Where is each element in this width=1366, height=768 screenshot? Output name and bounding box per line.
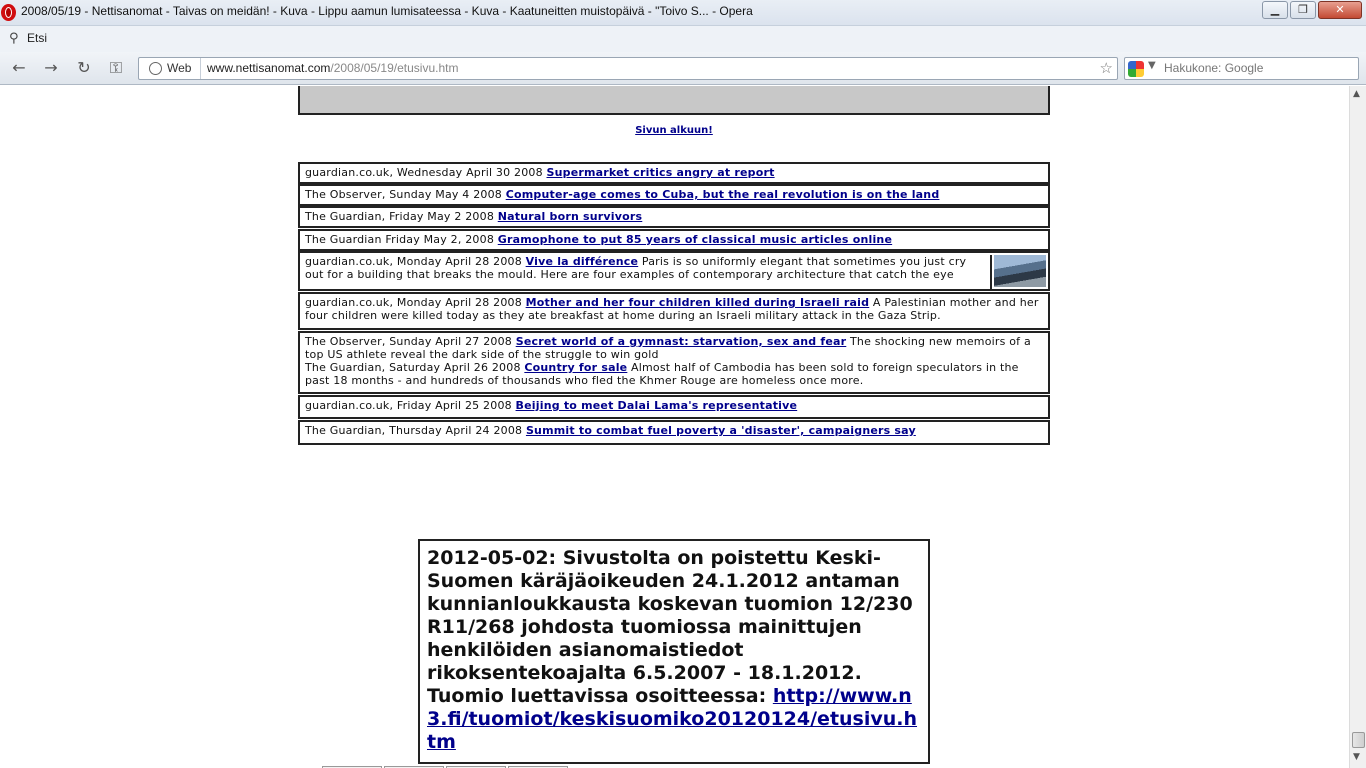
news-link[interactable]: Country for sale bbox=[524, 361, 628, 374]
news-source: The Guardian, Saturday April 26 2008 bbox=[305, 361, 525, 374]
search-icon[interactable]: ⚲ bbox=[9, 31, 19, 46]
news-item bbox=[298, 251, 1050, 291]
news-item bbox=[298, 395, 1050, 419]
news-description: Almost half of Cambodia has been sold to foreign speculators in the past 18 months - and hundreds of thousands who fled the Khmer Rouge are homeless once more. bbox=[305, 361, 1019, 387]
news-source: The Guardian, Thursday April 24 2008 bbox=[305, 424, 526, 437]
notice-text: 2012-05-02: Sivustolta on poistettu Keski-Suomen käräjäoikeuden 24.1.2012 antaman kunnianloukkausta koskevan tuomion 12/230 R11/268 johdosta tuomiossa mainittujen henkilöiden asianomaistiedot rikoksentekoajalta 6.5.2007 - 18.1.2012. Tuomio luettavissa osoitteessa: bbox=[427, 547, 913, 707]
opera-logo-icon bbox=[1, 4, 16, 21]
news-source: The Guardian Friday May 2, 2008 bbox=[305, 233, 498, 246]
reload-button[interactable]: ↻ bbox=[77, 58, 91, 77]
news-link[interactable]: Vive la différence bbox=[525, 255, 639, 268]
find-bar bbox=[0, 26, 1366, 52]
search-box[interactable] bbox=[1124, 57, 1359, 80]
news-link[interactable]: Gramophone to put 85 years of classical music articles online bbox=[497, 233, 893, 246]
title-bar bbox=[0, 0, 1366, 26]
url-path: /2008/05/19/etusivu.htm bbox=[330, 61, 459, 75]
news-source: The Observer, Sunday April 27 2008 bbox=[305, 335, 516, 348]
news-source: The Observer, Sunday May 4 2008 bbox=[305, 188, 506, 201]
navigation-bar bbox=[0, 52, 1366, 85]
scrollbar-thumb[interactable] bbox=[1352, 732, 1365, 748]
close-button[interactable] bbox=[1318, 1, 1362, 19]
news-source: guardian.co.uk, Monday April 28 2008 bbox=[305, 296, 526, 309]
news-link[interactable]: Mother and her four children killed during Israeli raid bbox=[525, 296, 870, 309]
news-link[interactable]: Beijing to meet Dalai Lama's representative bbox=[515, 399, 798, 412]
notice-link[interactable]: http://www.n3.fi/tuomiot/keskisuomiko20120124/etusivu.htm bbox=[427, 685, 918, 753]
window-title: 2008/05/19 - Nettisanomat - Taivas on meidän! - Kuva - Lippu aamun lumisateessa - Kuva - Kaatuneitten muistopäivä - "Toivo S... - Opera bbox=[21, 4, 753, 18]
news-link[interactable]: Supermarket critics angry at report bbox=[546, 166, 775, 179]
news-item bbox=[298, 162, 1050, 184]
window-controls bbox=[1262, 1, 1362, 19]
url-text[interactable] bbox=[207, 58, 458, 79]
web-badge[interactable] bbox=[139, 58, 201, 79]
wand-button[interactable]: ⚿ bbox=[109, 58, 123, 77]
news-thumbnail[interactable] bbox=[990, 255, 1046, 289]
news-link[interactable]: Summit to combat fuel poverty a 'disaster', campaigners say bbox=[525, 424, 916, 437]
search-input[interactable]: Hakukone: Google bbox=[1164, 61, 1264, 75]
news-item bbox=[298, 184, 1050, 206]
news-item bbox=[298, 292, 1050, 330]
bookmark-star-icon[interactable]: ☆ bbox=[1099, 59, 1113, 77]
find-label[interactable]: Etsi bbox=[27, 31, 48, 45]
news-description: A Palestinian mother and her four children were killed today as they ate breakfast at home during an Israeli military attack in the Gaza Strip. bbox=[305, 296, 1039, 322]
news-item bbox=[298, 229, 1050, 251]
news-source: guardian.co.uk, Friday April 25 2008 bbox=[305, 399, 516, 412]
news-source: The Guardian, Friday May 2 2008 bbox=[305, 210, 498, 223]
scroll-up-icon[interactable]: ▲ bbox=[1353, 89, 1360, 99]
web-label: Web bbox=[167, 61, 192, 75]
news-description: Paris is so uniformly elegant that sometimes you just cry out for a building that breaks the mould. Here are four examples of contemporary architecture that catch the eye bbox=[305, 255, 967, 281]
maximize-icon: ❐ bbox=[1298, 3, 1308, 16]
forward-button[interactable]: → bbox=[44, 58, 58, 77]
close-icon: ✕ bbox=[1335, 3, 1345, 16]
news-source: guardian.co.uk, Monday April 28 2008 bbox=[305, 255, 526, 268]
maximize-button[interactable] bbox=[1290, 1, 1316, 19]
vertical-scrollbar[interactable] bbox=[1349, 86, 1366, 768]
news-item bbox=[298, 331, 1050, 394]
news-description: The shocking new memoirs of a top US athlete reveal the dark side of the struggle to win gold bbox=[305, 335, 1031, 361]
back-button[interactable]: ← bbox=[12, 58, 26, 77]
minimize-icon: ▁ bbox=[1270, 3, 1280, 16]
back-to-top-link[interactable]: Sivun alkuun! bbox=[635, 125, 713, 136]
news-link[interactable]: Secret world of a gymnast: starvation, sex and fear bbox=[515, 335, 847, 348]
scroll-down-icon[interactable]: ▼ bbox=[1353, 752, 1360, 762]
page-viewport bbox=[0, 86, 1349, 768]
news-item bbox=[298, 420, 1050, 445]
news-source: guardian.co.uk, Wednesday April 30 2008 bbox=[305, 166, 547, 179]
url-domain: www.nettisanomat.com bbox=[207, 61, 331, 75]
chevron-down-icon[interactable]: ▼ bbox=[1148, 60, 1156, 71]
globe-icon bbox=[149, 62, 162, 75]
minimize-button[interactable] bbox=[1262, 1, 1288, 19]
news-item bbox=[298, 206, 1050, 228]
court-notice bbox=[418, 539, 930, 764]
news-link[interactable]: Natural born survivors bbox=[497, 210, 643, 223]
news-link[interactable]: Computer-age comes to Cuba, but the real revolution is on the land bbox=[505, 188, 940, 201]
gray-banner bbox=[298, 86, 1050, 115]
building-photo bbox=[994, 255, 1046, 287]
google-icon[interactable] bbox=[1128, 61, 1144, 77]
address-bar[interactable] bbox=[138, 57, 1118, 80]
